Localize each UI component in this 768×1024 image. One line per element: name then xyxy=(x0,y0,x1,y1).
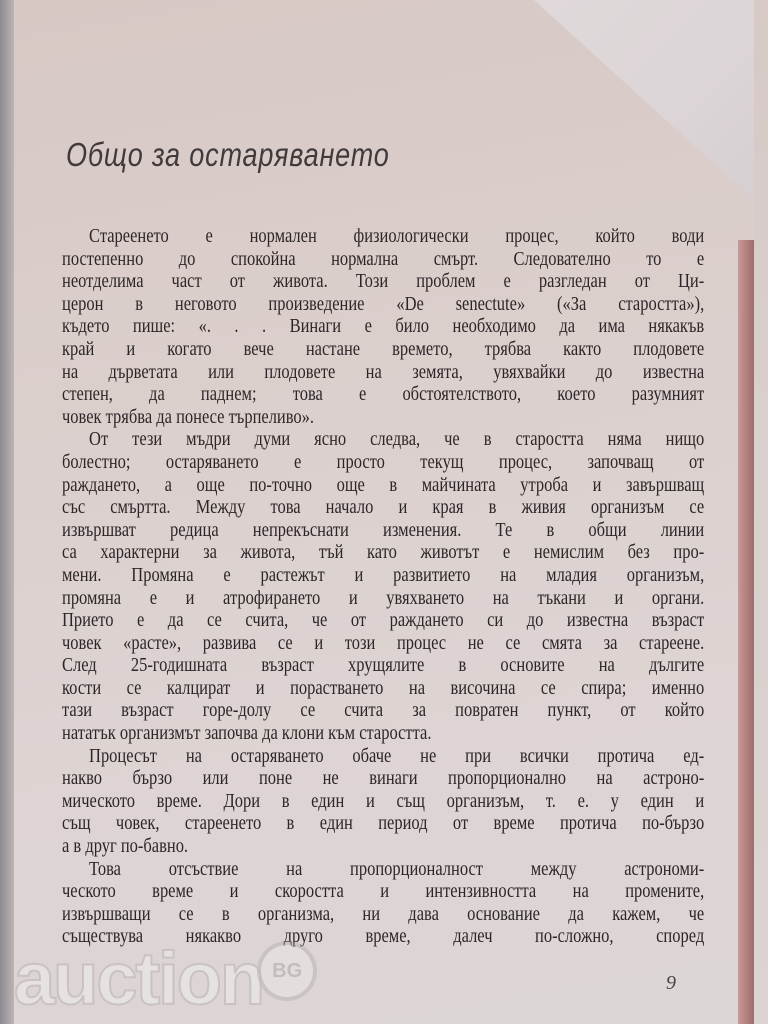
watermark-text: auction xyxy=(14,937,264,1020)
page-edge xyxy=(738,240,754,1024)
text-line: церон в неговото произведение «De senectute» («За старостта»), xyxy=(62,293,705,315)
text-line: Прието е да се счита, че от раждането си до известна възраст xyxy=(62,610,705,632)
text-line: постепенно до спокойна нормална смърт. Следователно то е xyxy=(62,248,705,270)
body-text xyxy=(62,226,704,949)
text-line: а в друг по-бавно. xyxy=(62,836,189,858)
page-number: 9 xyxy=(666,972,676,994)
text-line: Стареенето е нормален физиологически процес, който води xyxy=(89,226,705,247)
text-line: на дърветата или плодовете на земята, увяхвайки до известна xyxy=(62,361,705,383)
text-line: където пише: «. . . Винаги е било необходимо да има някакъв xyxy=(62,316,705,338)
text-line: степен, да паднем; това е обстоятелството, което разумният xyxy=(62,384,705,406)
text-line: със смъртта. Между това начало и края в живия организъм се xyxy=(62,497,705,519)
text-line: мени. Промяна е растежът и развитието на младия организъм, xyxy=(62,564,705,586)
watermark-badge-icon: BG xyxy=(257,941,317,1001)
text-line: са характерни за живота, тъй като животът е немислим без про- xyxy=(62,542,705,564)
text-line: извършват редица непрекъснати изменения. Те в общи линии xyxy=(62,519,705,541)
text-line: мическото време. Дори в един и същ организъм, т. е. у един и xyxy=(62,790,705,812)
text-line: Процесът на остаряването обаче не при всички протича ед- xyxy=(89,745,705,767)
chapter-title: Общо за остаряването xyxy=(66,136,390,173)
text-line: тази възраст горе-долу се счита за повратен пункт, от който xyxy=(62,700,705,722)
text-line: От тези мъдри думи ясно следва, че в старостта няма нищо xyxy=(89,429,705,451)
text-line: кости се калцират и порастването на височина се спира; именно xyxy=(62,677,705,699)
text-line: същ човек, стареенето в един период от време протича по-бързо xyxy=(62,813,705,835)
text-line: ческото време и скоростта и интензивността на промените, xyxy=(62,881,705,903)
text-line: болестно; остаряването е просто текущ процес, започващ от xyxy=(62,451,705,473)
text-line: промяна е и атрофирането и увяхването на тъкани и органи. xyxy=(62,587,705,609)
text-line: човек «расте», развива се и този процес не се смята за стареене. xyxy=(62,632,705,654)
text-line: човек трябва да понесе търпеливо». xyxy=(62,406,315,428)
text-line: неотделима част от живота. Този проблем е разгледан от Ци- xyxy=(62,271,705,293)
text-line: извършващи се в организма, ни дава основание да кажем, че xyxy=(62,903,705,925)
text-line: нататък организмът започва да клони към старостта. xyxy=(62,723,432,745)
text-line: След 25-годишната възраст хрущялите в основите на дългите xyxy=(62,655,705,677)
text-line: Това отсъствие на пропорционалност между астрономи- xyxy=(89,858,705,880)
watermark-logo xyxy=(14,934,374,1024)
text-line: край и когато вече настане времето, трябва както плодовете xyxy=(62,338,705,360)
text-line: съществува някакво друго време, далеч по-сложно, според xyxy=(62,926,705,948)
text-line: накво бързо или поне не винаги пропорционално на астроно- xyxy=(62,768,705,790)
folded-corner xyxy=(534,0,754,200)
text-line: раждането, а още по-точно още в майчината утроба и завършващ xyxy=(62,474,705,496)
